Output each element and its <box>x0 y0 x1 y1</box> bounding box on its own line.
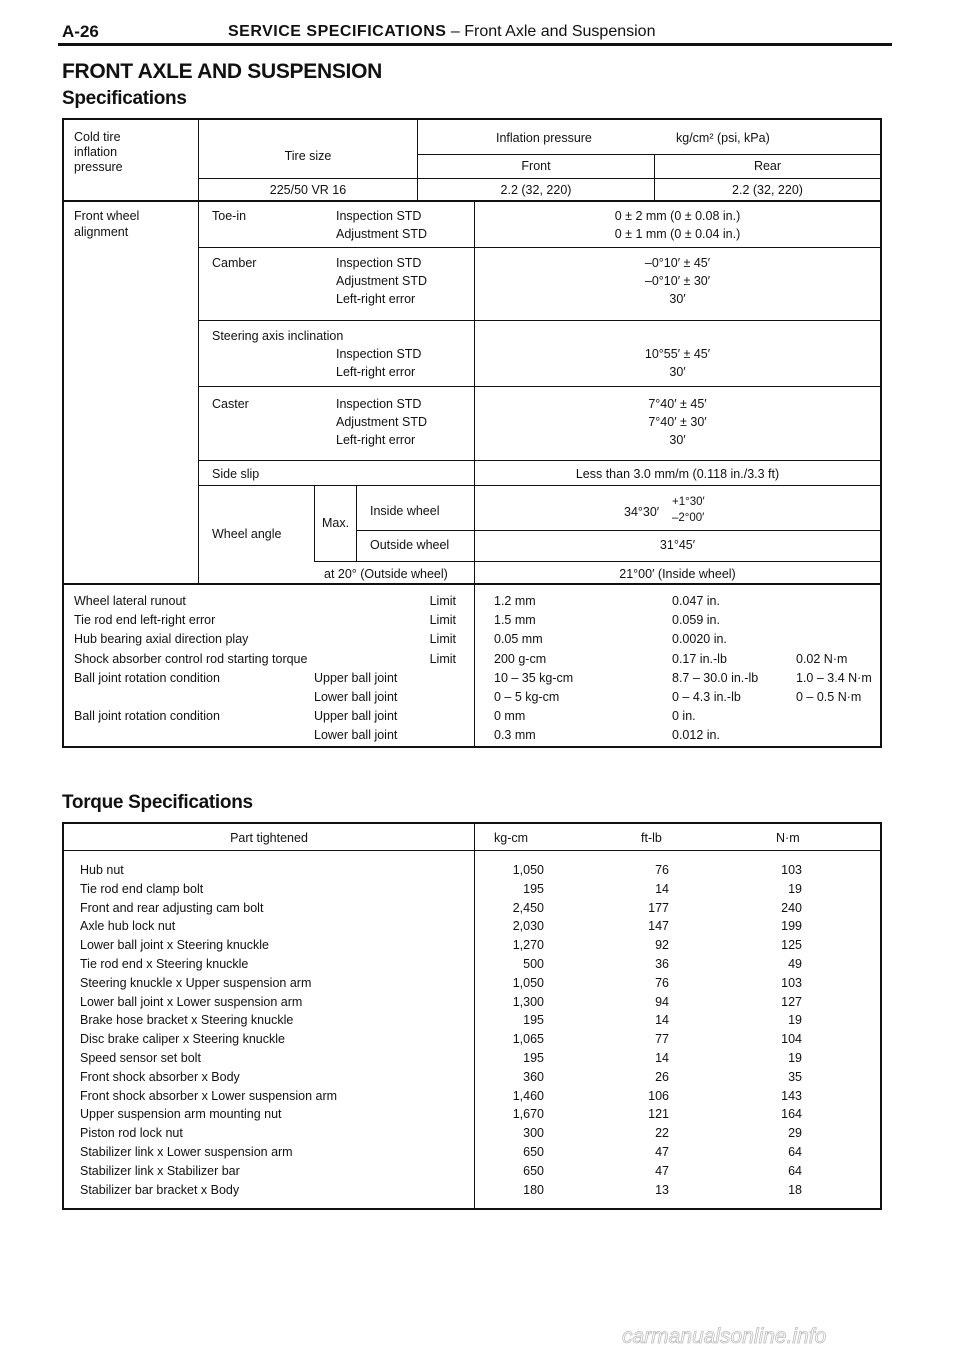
torque-part: Lower ball joint x Lower suspension arm <box>80 995 303 1009</box>
tire-size-label: Tire size <box>284 149 332 163</box>
limit-condition: Upper ball joint <box>314 671 398 685</box>
torque-kgcm: 195 <box>523 1013 544 1027</box>
torque-kgcm: 1,460 <box>512 1089 544 1103</box>
torque-part: Stabilizer link x Stabilizer bar <box>80 1164 240 1178</box>
torque-ftlb: 14 <box>655 1051 669 1065</box>
camber-lr-label: Left-right error <box>336 292 416 306</box>
tire-section-rule <box>64 200 880 202</box>
torque-part: Front shock absorber x Lower suspension arm <box>80 1089 338 1103</box>
toe-inspection-label: Inspection STD <box>336 209 422 223</box>
front-pressure-value: 2.2 (32, 220) <box>500 183 572 197</box>
torque-kgcm: 1,670 <box>512 1107 544 1121</box>
torque-kgcm: 360 <box>523 1070 544 1084</box>
limit-value-metric: 200 g-cm <box>494 652 547 666</box>
camber-lr-value: 30′ <box>669 292 686 306</box>
torque-kgcm: 195 <box>523 1051 544 1065</box>
torque-nm: 49 <box>788 957 802 971</box>
torque-kgcm: 1,270 <box>512 938 544 952</box>
side-slip-rule <box>198 485 880 486</box>
torque-kgcm: 1,065 <box>512 1032 544 1046</box>
torque-kgcm: 300 <box>523 1126 544 1140</box>
max-divider <box>356 485 357 561</box>
torque-nm: 19 <box>788 1013 802 1027</box>
torque-nm: 19 <box>788 882 802 896</box>
limit-value-metric: 1.2 mm <box>494 594 536 608</box>
limit-value-metric: 1.5 mm <box>494 613 536 627</box>
limit-condition: Limit <box>429 594 456 608</box>
torque-nm: 19 <box>788 1051 802 1065</box>
alignment-label: Front wheel alignment <box>74 209 140 239</box>
torque-part: Lower ball joint x Steering knuckle <box>80 938 269 952</box>
limit-condition: Upper ball joint <box>314 709 398 723</box>
torque-ftlb: 26 <box>655 1070 669 1084</box>
caster-adjustment-value: 7°40′ ± 30′ <box>648 415 707 429</box>
sai-inspection-value: 10°55′ ± 45′ <box>644 347 711 361</box>
torque-ftlb: 76 <box>655 863 669 877</box>
toe-inspection-value: 0 ± 2 mm (0 ± 0.08 in.) <box>614 209 741 223</box>
torque-part: Upper suspension arm mounting nut <box>80 1107 282 1121</box>
limit-value-imperial: 8.7 – 30.0 in.-lb <box>672 671 759 685</box>
rear-label: Rear <box>753 159 782 173</box>
inflation-pressure-label: Inflation pressure <box>496 131 592 145</box>
specifications-heading: Specifications <box>62 88 187 109</box>
limit-value-imperial: 0.059 in. <box>672 613 720 627</box>
limit-value-imperial: 0.047 in. <box>672 594 720 608</box>
limit-value-si: 0.02 N·m <box>796 652 848 666</box>
cold-tire-label: Cold tire inflation pressure <box>74 130 123 174</box>
inside-wheel-minus: –2°00′ <box>672 512 705 524</box>
outside-wheel-rule <box>314 561 880 562</box>
torque-part: Brake hose bracket x Steering knuckle <box>80 1013 294 1027</box>
sai-rule <box>198 386 880 387</box>
torque-nm: 64 <box>788 1164 802 1178</box>
torque-ftlb: 121 <box>648 1107 669 1121</box>
camber-adjustment-value: –0°10′ ± 30′ <box>644 274 711 288</box>
torque-nm: 29 <box>788 1126 802 1140</box>
section-title <box>228 23 655 41</box>
limit-item: Ball joint rotation condition <box>74 709 220 723</box>
camber-inspection-label: Inspection STD <box>336 256 422 270</box>
torque-part: Steering knuckle x Upper suspension arm <box>80 976 312 990</box>
limit-item: Wheel lateral runout <box>74 594 186 608</box>
torque-kgcm: 195 <box>523 882 544 896</box>
limit-condition: Limit <box>429 613 456 627</box>
caster-inspection-label: Inspection STD <box>336 397 422 411</box>
torque-kgcm: 2,450 <box>512 901 544 915</box>
side-slip-label: Side slip <box>212 467 260 481</box>
torque-nm: 104 <box>781 1032 802 1046</box>
torque-nm: 35 <box>788 1070 802 1084</box>
limit-value-metric: 0.05 mm <box>494 632 543 646</box>
torque-nm: 18 <box>788 1183 802 1197</box>
limit-item: Hub bearing axial direction play <box>74 632 249 646</box>
torque-head-rule <box>64 850 880 851</box>
max-label: Max. <box>322 516 350 530</box>
torque-part: Speed sensor set bolt <box>80 1051 201 1065</box>
toe-adjustment-label: Adjustment STD <box>336 227 428 241</box>
torque-ftlb: 92 <box>655 938 669 952</box>
torque-ftlb: 47 <box>655 1164 669 1178</box>
front-label: Front <box>521 159 551 173</box>
at-20-label: at 20° (Outside wheel) <box>324 567 448 581</box>
torque-kgcm: 500 <box>523 957 544 971</box>
header-rule <box>58 43 892 46</box>
torque-kgcm: 650 <box>523 1145 544 1159</box>
camber-inspection-value: –0°10′ ± 45′ <box>644 256 711 270</box>
torque-kgcm: 650 <box>523 1164 544 1178</box>
limit-item: Shock absorber control rod starting torque <box>74 652 308 666</box>
inside-wheel-label: Inside wheel <box>370 504 440 518</box>
outside-wheel-label: Outside wheel <box>370 538 450 552</box>
section-title-main: SERVICE SPECIFICATIONS <box>228 23 447 40</box>
torque-head-nm: N·m <box>776 831 800 845</box>
torque-part: Piston rod lock nut <box>80 1126 183 1140</box>
torque-ftlb: 76 <box>655 976 669 990</box>
torque-nm: 64 <box>788 1145 802 1159</box>
specifications-table <box>62 118 882 748</box>
torque-part: Front and rear adjusting cam bolt <box>80 901 264 915</box>
toe-in-label: Toe-in <box>212 209 247 223</box>
alignment-section-rule <box>64 583 880 585</box>
torque-nm: 164 <box>781 1107 802 1121</box>
tire-size-value: 225/50 VR 16 <box>269 183 347 197</box>
limit-item: Ball joint rotation condition <box>74 671 220 685</box>
caster-adjustment-label: Adjustment STD <box>336 415 428 429</box>
limit-condition: Limit <box>429 632 456 646</box>
torque-ftlb: 94 <box>655 995 669 1009</box>
limit-item: Tie rod end left-right error <box>74 613 216 627</box>
torque-nm: 240 <box>781 901 802 915</box>
torque-kgcm: 1,050 <box>512 976 544 990</box>
tire-value-rule <box>198 178 880 179</box>
limit-value-imperial: 0 – 4.3 in.-lb <box>672 690 741 704</box>
wheel-angle-divider <box>314 485 315 561</box>
torque-ftlb: 147 <box>648 919 669 933</box>
limit-value-imperial: 0.17 in.-lb <box>672 652 727 666</box>
torque-ftlb: 14 <box>655 1013 669 1027</box>
torque-head-part: Part tightened <box>230 831 308 845</box>
torque-ftlb: 22 <box>655 1126 669 1140</box>
limit-value-metric: 10 – 35 kg-cm <box>494 671 574 685</box>
torque-part: Stabilizer link x Lower suspension arm <box>80 1145 293 1159</box>
side-slip-value: Less than 3.0 mm/m (0.118 in./3.3 ft) <box>575 467 780 481</box>
torque-ftlb: 36 <box>655 957 669 971</box>
toe-adjustment-value: 0 ± 1 mm (0 ± 0.04 in.) <box>614 227 741 241</box>
torque-part: Front shock absorber x Body <box>80 1070 240 1084</box>
torque-nm: 125 <box>781 938 802 952</box>
limit-condition: Lower ball joint <box>314 728 398 742</box>
torque-head-kgcm: kg-cm <box>494 831 529 845</box>
limit-value-imperial: 0.012 in. <box>672 728 720 742</box>
torque-part: Tie rod end clamp bolt <box>80 882 204 896</box>
torque-kgcm: 1,050 <box>512 863 544 877</box>
rear-pressure-value: 2.2 (32, 220) <box>732 183 803 197</box>
camber-adjustment-label: Adjustment STD <box>336 274 428 288</box>
torque-part: Stabilizer bar bracket x Body <box>80 1183 240 1197</box>
limit-value-metric: 0.3 mm <box>494 728 536 742</box>
limit-condition: Lower ball joint <box>314 690 398 704</box>
limits-value-divider <box>474 583 475 746</box>
torque-nm: 103 <box>781 863 802 877</box>
torque-nm: 103 <box>781 976 802 990</box>
torque-head-ftlb: ft-lb <box>641 831 662 845</box>
inside-wheel-base: 34°30′ <box>624 505 660 519</box>
limit-value-metric: 0 – 5 kg-cm <box>494 690 560 704</box>
limit-value-si: 0 – 0.5 N·m <box>796 690 862 704</box>
torque-part: Hub nut <box>80 863 124 877</box>
limit-value-imperial: 0 in. <box>672 709 696 723</box>
inside-wheel-rule <box>356 530 880 531</box>
limit-value-metric: 0 mm <box>494 709 526 723</box>
caster-inspection-value: 7°40′ ± 45′ <box>648 397 707 411</box>
page-header <box>62 22 888 44</box>
inflation-pressure-units: kg/cm² (psi, kPa) <box>676 131 770 145</box>
torque-ftlb: 47 <box>655 1145 669 1159</box>
torque-kgcm: 180 <box>523 1183 544 1197</box>
torque-table <box>62 822 882 1210</box>
toe-rule <box>198 247 880 248</box>
torque-ftlb: 177 <box>648 901 669 915</box>
limit-value-si: 1.0 – 3.4 N·m <box>796 671 872 685</box>
wheel-angle-label: Wheel angle <box>212 527 282 541</box>
sai-lr-label: Left-right error <box>336 365 416 379</box>
limit-condition: Limit <box>429 652 456 666</box>
watermark <box>622 1322 952 1352</box>
caster-lr-value: 30′ <box>669 433 686 447</box>
torque-kgcm: 1,300 <box>512 995 544 1009</box>
at-20-value: 21°00′ (Inside wheel) <box>619 567 736 581</box>
torque-nm: 199 <box>781 919 802 933</box>
caster-lr-label: Left-right error <box>336 433 416 447</box>
torque-part: Disc brake caliper x Steering knuckle <box>80 1032 285 1046</box>
torque-kgcm: 2,030 <box>512 919 544 933</box>
torque-ftlb: 14 <box>655 882 669 896</box>
limit-value-imperial: 0.0020 in. <box>672 632 727 646</box>
caster-label: Caster <box>212 397 249 411</box>
inside-wheel-value <box>624 492 784 526</box>
torque-ftlb: 106 <box>648 1089 669 1103</box>
torque-part: Tie rod end x Steering knuckle <box>80 957 249 971</box>
sai-lr-value: 30′ <box>669 365 686 379</box>
section-title-sub: – Front Axle and Suspension <box>446 23 656 40</box>
inside-wheel-plus: +1°30′ <box>672 496 705 508</box>
sai-inspection-label: Inspection STD <box>336 347 422 361</box>
torque-nm: 143 <box>781 1089 802 1103</box>
caster-rule <box>198 460 880 461</box>
page-title: FRONT AXLE AND SUSPENSION <box>62 60 382 83</box>
page-number: A-26 <box>62 22 99 41</box>
sai-label: Steering axis inclination <box>212 329 344 343</box>
torque-part: Axle hub lock nut <box>80 919 176 933</box>
pressure-sub-rule <box>417 154 880 155</box>
torque-ftlb: 77 <box>655 1032 669 1046</box>
camber-rule <box>198 320 880 321</box>
camber-label: Camber <box>212 256 257 270</box>
watermark-text: carmanualsonline.info <box>622 1325 827 1348</box>
outside-wheel-value: 31°45′ <box>659 538 696 552</box>
torque-heading: Torque Specifications <box>62 792 253 813</box>
torque-ftlb: 13 <box>655 1183 669 1197</box>
torque-nm: 127 <box>781 995 802 1009</box>
